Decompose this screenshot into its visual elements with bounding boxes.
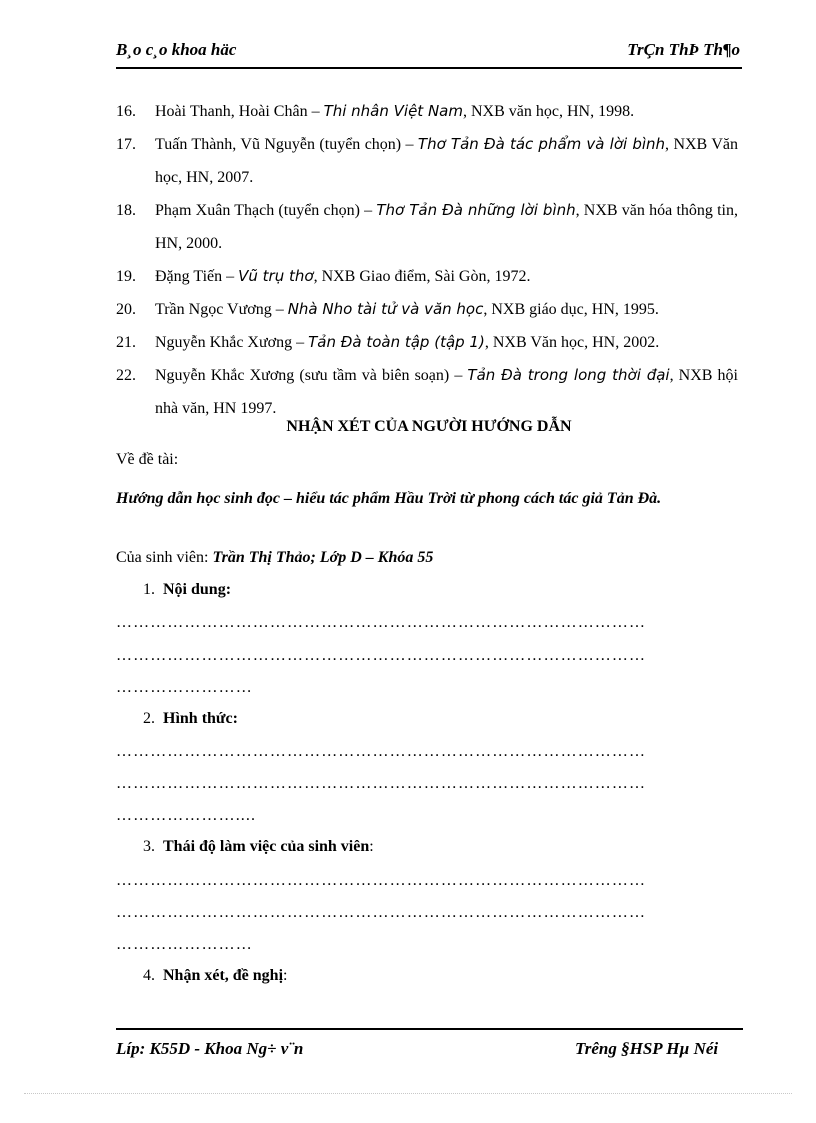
section-number: 1. [143, 581, 155, 598]
dotted-line: …………………… [116, 936, 253, 953]
section-number: 3. [143, 838, 155, 855]
reference-authors: Hoài Thanh, Hoài Chân – [155, 103, 324, 120]
dotted-line: ………………………………………………………………………………… [116, 904, 647, 921]
reference-authors: Nguyễn Khắc Xương (sưu tầm và biên soạn) – [155, 367, 468, 384]
reference-authors: Đặng Tiến – [155, 268, 239, 285]
reference-title: Tản Đà toàn tập (tập 1) [308, 333, 485, 351]
reference-item [116, 260, 738, 293]
section-number: 4. [143, 967, 155, 984]
section-suffix: : [369, 838, 374, 855]
reference-number: 19. [116, 268, 136, 285]
dotted-line: ………………………………………………………………………………… [116, 743, 647, 760]
reference-title: Tản Đà trong long thời đại [467, 366, 670, 384]
section-label: Thái độ làm việc của sinh viên [163, 838, 370, 855]
reference-item [116, 293, 738, 326]
reference-publisher: , NXB hội nhà văn, HN 1997. [155, 367, 738, 417]
reference-item [116, 128, 738, 194]
section-form [143, 710, 238, 728]
section-label: Nội dung: [163, 581, 232, 598]
reference-number: 22. [116, 367, 136, 384]
reference-authors: Tuấn Thành, Vũ Nguyễn (tuyển chọn) – [155, 136, 418, 153]
header-author: TrÇn ThÞ Th¶o [627, 40, 740, 59]
section-content [143, 581, 231, 599]
section-suffix: : [283, 967, 288, 984]
review-title: NHẬN XÉT CỦA NGƯỜI HƯỚNG DẪN [286, 418, 572, 435]
reference-number: 18. [116, 202, 136, 219]
page-header [116, 38, 743, 68]
reference-item [116, 95, 738, 128]
reference-title: Nhà Nho tài tử và văn học [287, 300, 484, 318]
section-label: Nhận xét, đề nghị [163, 967, 284, 984]
reference-title: Vũ trụ thơ [238, 267, 314, 285]
reference-publisher: , NXB văn hóa thông tin, HN, 2000. [155, 202, 738, 252]
reference-number: 21. [116, 334, 136, 351]
reference-publisher: , NXB Văn học, HN, 2007. [155, 136, 738, 186]
reference-publisher: , NXB giáo dục, HN, 1995. [483, 301, 659, 318]
footer-school: Trêng §HSP Hµ Néi [575, 1039, 719, 1058]
dotted-line: ………………………………………………………………………………… [116, 775, 647, 792]
reference-title: Thi nhân Việt Nam [323, 102, 463, 120]
reference-list [116, 95, 738, 425]
dotted-line: ………………………………………………………………………………… [116, 647, 647, 664]
header-report-title: B¸o c¸o khoa häc [116, 40, 237, 59]
dotted-line: ………………………………………………………………………………… [116, 614, 647, 631]
reference-title: Thơ Tản Đà những lời bình [376, 201, 576, 219]
reference-authors: Nguyễn Khắc Xương – [155, 334, 309, 351]
footer-class: Líp: K55D - Khoa Ng÷ v¨n [116, 1039, 304, 1058]
reference-publisher: , NXB văn học, HN, 1998. [462, 103, 635, 120]
reference-title: Thơ Tản Đà tác phẩm và lời bình [417, 135, 666, 153]
dotted-line: ………………….... [116, 807, 257, 824]
header-rule [116, 67, 742, 69]
reference-authors: Trần Ngọc Vương – [155, 301, 288, 318]
reference-number: 20. [116, 301, 136, 318]
section-label: Hình thức: [163, 710, 238, 727]
reference-item [116, 359, 738, 425]
student-line [116, 549, 433, 567]
page-edge-divider [24, 1093, 792, 1094]
reference-number: 17. [116, 136, 136, 153]
dotted-line: …………………… [116, 679, 253, 696]
student-name: Trần Thị Thảo; Lớp D – Khóa 55 [212, 549, 434, 566]
topic-label: Về đề tài: [116, 451, 179, 468]
reference-authors: Phạm Xuân Thạch (tuyển chọn) – [155, 202, 377, 219]
footer-rule [116, 1028, 743, 1030]
topic-text: Hướng dẫn học sinh đọc – hiểu tác phẩm Hầu Trời từ phong cách tác giả Tản Đà. [116, 490, 662, 507]
reference-item [116, 194, 738, 260]
dotted-line: ………………………………………………………………………………… [116, 872, 647, 889]
section-comments [143, 967, 287, 985]
reference-item [116, 326, 738, 359]
section-attitude [143, 838, 374, 856]
section-number: 2. [143, 710, 155, 727]
reference-publisher: , NXB Văn học, HN, 2002. [484, 334, 660, 351]
student-label: Của sinh viên: [116, 549, 213, 566]
reference-publisher: , NXB Giao điểm, Sài Gòn, 1972. [313, 268, 531, 285]
reference-number: 16. [116, 103, 136, 120]
